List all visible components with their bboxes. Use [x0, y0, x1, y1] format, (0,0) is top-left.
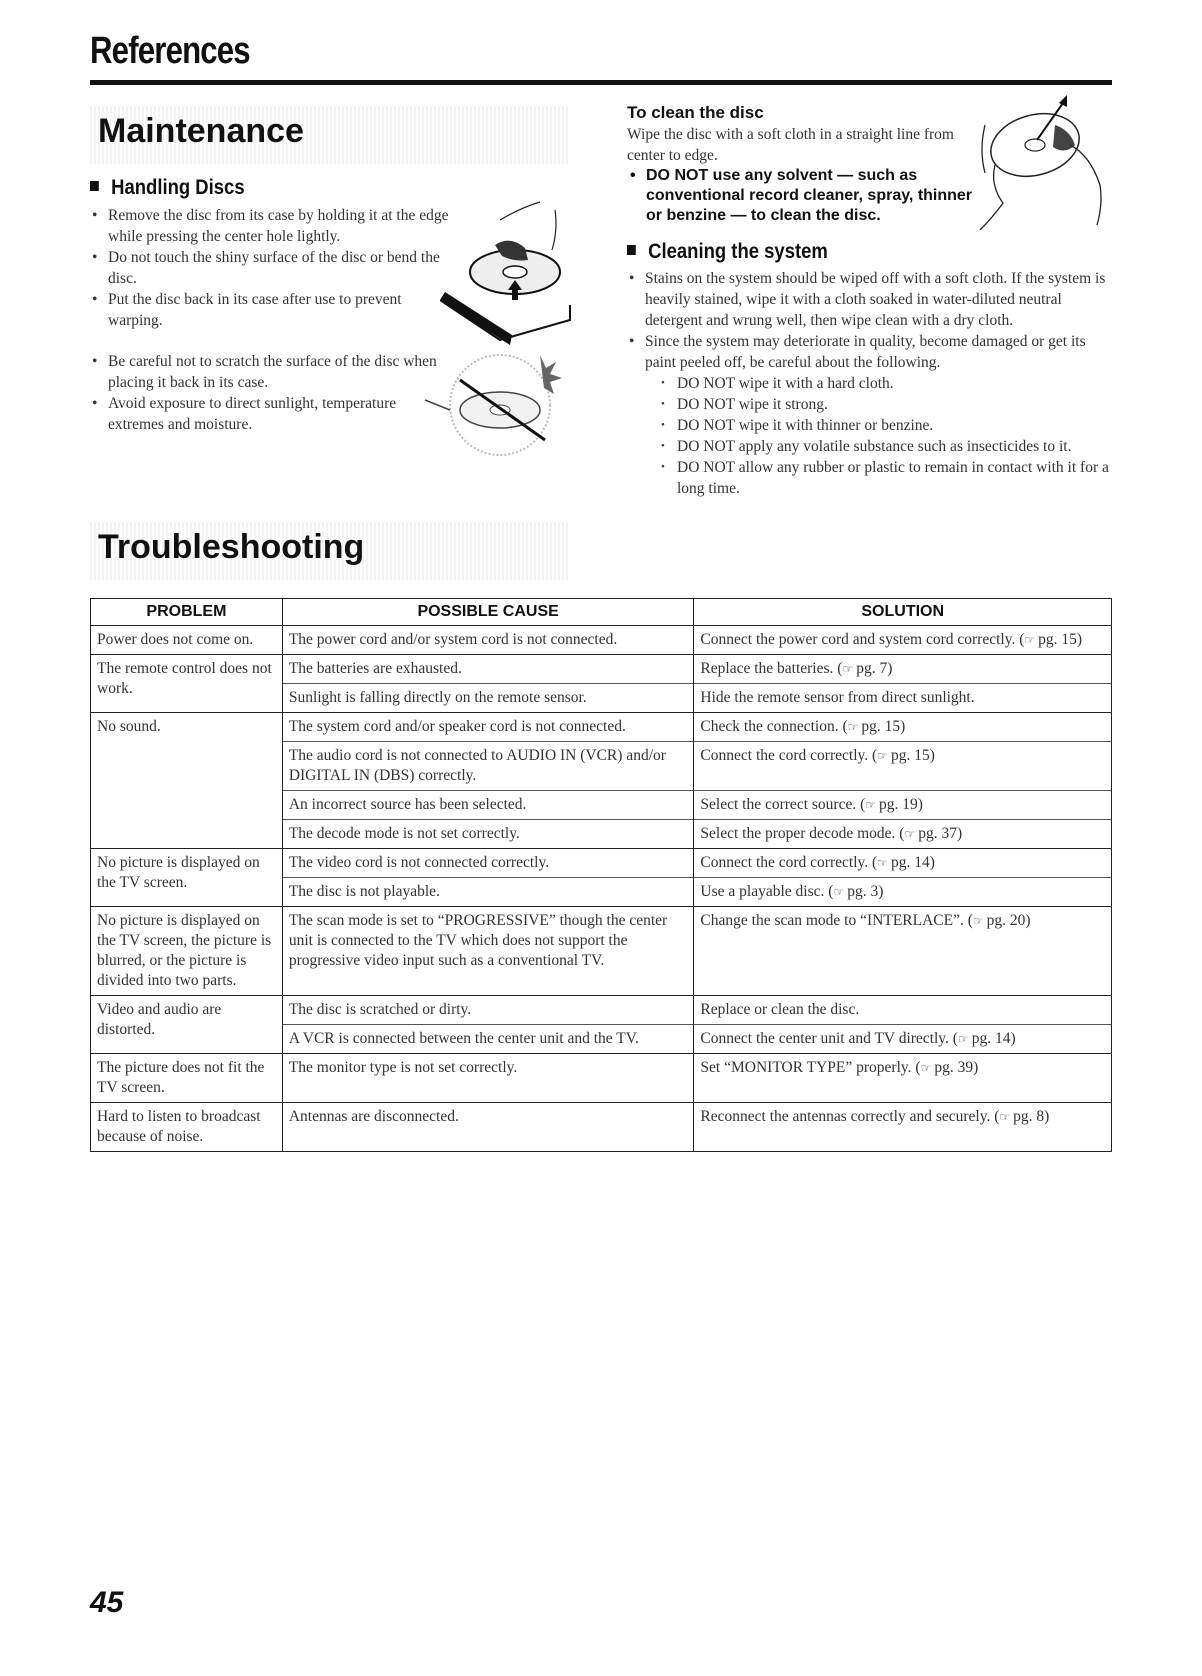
header-problem: PROBLEM [91, 599, 283, 626]
clean-disc-heading: To clean the disc [627, 103, 764, 122]
page-ref: pg. 15 [890, 747, 930, 764]
handling-list-a [92, 205, 452, 331]
list-item: • Be careful not to scratch the surface of the disc when placing it back in its case. [92, 351, 442, 393]
problem-cell: No picture is displayed on the TV screen, the picture is blurred, or the picture is divided into two parts. [91, 907, 283, 996]
page-ref: pg. 39 [934, 1059, 974, 1076]
page-ref-icon: ☞ [972, 914, 987, 928]
problem-cell: No picture is displayed on the TV screen. [91, 849, 283, 907]
solution-text: Select the correct source. [700, 796, 857, 813]
page-ref: pg. 14 [890, 854, 930, 871]
page-ref: pg. 15 [861, 718, 901, 735]
problem-cell: Hard to listen to broadcast because of noise. [91, 1103, 283, 1152]
cause-cell: Sunlight is falling directly on the remote sensor. [282, 684, 694, 713]
sublist-item-text: DO NOT wipe it strong. [677, 396, 828, 413]
page-ref-icon: ☞ [957, 1032, 972, 1046]
handling-list-b [92, 351, 442, 435]
solution-text: Connect the cord correctly. [700, 854, 869, 871]
sublist-item-text: DO NOT wipe it with a hard cloth. [677, 375, 894, 392]
page-ref-icon: ☞ [842, 662, 857, 676]
solution-text: Connect the cord correctly. [700, 747, 869, 764]
cause-cell: The power cord and/or system cord is not connected. [282, 626, 694, 655]
page-number: 45 [90, 1586, 124, 1619]
sublist-item [661, 415, 1112, 436]
table-row [91, 1054, 1112, 1103]
solution-cell: Check the connection. (☞ pg. 15) [694, 713, 1112, 742]
page-ref-icon: ☞ [904, 827, 919, 841]
solution-text: Use a playable disc. [700, 883, 825, 900]
solution-cell: Connect the center unit and TV directly. (☞ pg. 14) [694, 1025, 1112, 1054]
page-ref: pg. 3 [847, 883, 879, 900]
square-bullet-icon [90, 181, 99, 191]
list-item [629, 331, 1112, 499]
troubleshooting-table [90, 598, 1112, 1152]
solution-cell: Use a playable disc. (☞ pg. 3) [694, 878, 1112, 907]
cause-cell: The batteries are exhausted. [282, 655, 694, 684]
cause-cell: The monitor type is not set correctly. [282, 1054, 694, 1103]
table-row [91, 626, 1112, 655]
maintenance-title: Maintenance [98, 112, 304, 150]
maintenance-banner [90, 106, 570, 164]
solution-cell [694, 996, 1112, 1025]
cause-cell: The decode mode is not set correctly. [282, 820, 694, 849]
cause-cell: A VCR is connected between the center unit and the TV. [282, 1025, 694, 1054]
table-row [91, 996, 1112, 1025]
wipe-disc-illustration [975, 85, 1115, 230]
header-solution: SOLUTION [694, 599, 1112, 626]
clean-disc-warning-text: DO NOT use any solvent — such as conventional record cleaner, spray, thinner or benzine — to clean the disc. [646, 167, 973, 224]
problem-cell: Power does not come on. [91, 626, 283, 655]
problem-cell: No sound. [91, 713, 283, 849]
solution-text: Reconnect the antennas correctly and securely. [700, 1108, 991, 1125]
list-item-text: Since the system may deteriorate in quality, become damaged or get its paint peeled off, be careful about the following. [645, 333, 1086, 371]
solution-cell [694, 684, 1112, 713]
sublist-item-text: DO NOT allow any rubber or plastic to remain in contact with it for a long time. [677, 459, 1109, 497]
cause-cell: The audio cord is not connected to AUDIO IN (VCR) and/or DIGITAL IN (DBS) correctly. [282, 742, 694, 791]
list-item: • Do not touch the shiny surface of the disc or bend the disc. [92, 247, 452, 289]
page-ref-icon: ☞ [1024, 633, 1039, 647]
cleaning-system-label: Cleaning the system [648, 240, 828, 263]
sublist-item [661, 373, 1112, 394]
sublist-item [661, 394, 1112, 415]
cleaning-system-heading [627, 240, 828, 264]
header-cause: POSSIBLE CAUSE [282, 599, 694, 626]
cause-cell: The system cord and/or speaker cord is not connected. [282, 713, 694, 742]
solution-text: Change the scan mode to “INTERLACE”. [700, 912, 964, 929]
page-ref: pg. 7 [856, 660, 888, 677]
solution-cell: Change the scan mode to “INTERLACE”. (☞ pg. 20) [694, 907, 1112, 996]
solution-text: Check the connection. [700, 718, 839, 735]
square-bullet-icon [627, 245, 636, 255]
table-row [91, 713, 1112, 742]
table-row [91, 907, 1112, 996]
troubleshooting-title: Troubleshooting [98, 528, 365, 566]
solution-cell: Set “MONITOR TYPE” properly. (☞ pg. 39) [694, 1054, 1112, 1103]
solution-cell: Reconnect the antennas correctly and securely. (☞ pg. 8) [694, 1103, 1112, 1152]
list-item: • Put the disc back in its case after use to prevent warping. [92, 289, 452, 331]
list-item: • Avoid exposure to direct sunlight, temperature extremes and moisture. [92, 393, 442, 435]
sublist-item-text: DO NOT apply any volatile substance such as insecticides to it. [677, 438, 1072, 455]
list-item: • Remove the disc from its case by holding it at the edge while pressing the center hole lightly. [92, 205, 452, 247]
page-ref-icon: ☞ [833, 885, 848, 899]
solution-cell: Connect the cord correctly. (☞ pg. 15) [694, 742, 1112, 791]
page-ref-icon: ☞ [877, 749, 891, 763]
page-ref-icon: ☞ [865, 798, 880, 812]
solution-cell: Replace the batteries. (☞ pg. 7) [694, 655, 1112, 684]
page-ref: pg. 19 [879, 796, 918, 813]
page-ref: pg. 8 [1013, 1108, 1045, 1125]
page-ref: pg. 15 [1038, 631, 1077, 648]
solution-cell: Select the proper decode mode. (☞ pg. 37) [694, 820, 1112, 849]
solution-text: Connect the center unit and TV directly. [700, 1030, 949, 1047]
solution-cell: Connect the cord correctly. (☞ pg. 14) [694, 849, 1112, 878]
page-ref-icon: ☞ [920, 1061, 935, 1075]
cause-cell: An incorrect source has been selected. [282, 791, 694, 820]
solution-text: Hide the remote sensor from direct sunlight. [700, 689, 975, 706]
cause-cell: The video cord is not connected correctly. [282, 849, 694, 878]
solution-text: Replace the batteries. [700, 660, 834, 677]
table-row [91, 1103, 1112, 1152]
table-row [91, 849, 1112, 878]
problem-cell: The picture does not fit the TV screen. [91, 1054, 283, 1103]
sublist-item [661, 457, 1112, 499]
troubleshooting-body [91, 626, 1112, 1152]
cleaning-system-sublist [645, 373, 1112, 499]
page-ref: pg. 37 [918, 825, 957, 842]
clean-disc-text: Wipe the disc with a soft cloth in a straight line from center to edge. [627, 126, 954, 164]
solution-text: Set “MONITOR TYPE” properly. [700, 1059, 912, 1076]
cause-cell: Antennas are disconnected. [282, 1103, 694, 1152]
cause-cell: The scan mode is set to “PROGRESSIVE” though the center unit is connected to the TV which does not support the progressive video input such as a conventional TV. [282, 907, 694, 996]
problem-cell: Video and audio are distorted. [91, 996, 283, 1054]
list-item: • Stains on the system should be wiped off with a soft cloth. If the system is heavily stained, wipe it with a cloth soaked in water-diluted neutral detergent and wrung well, then wipe clean with a dry cloth. [629, 268, 1112, 331]
solution-cell: Select the correct source. (☞ pg. 19) [694, 791, 1112, 820]
solution-text: Connect the power cord and system cord correctly. [700, 631, 1016, 648]
page-ref: pg. 14 [971, 1030, 1011, 1047]
page-ref: pg. 20 [986, 912, 1026, 929]
cause-cell: The disc is not playable. [282, 878, 694, 907]
clean-disc-warning [630, 166, 986, 226]
handling-discs-label: Handling Discs [111, 176, 245, 199]
solution-text: Select the proper decode mode. [700, 825, 896, 842]
table-header-row [91, 599, 1112, 626]
page-ref-icon: ☞ [999, 1110, 1014, 1124]
solution-cell: Connect the power cord and system cord correctly. (☞ pg. 15) [694, 626, 1112, 655]
sublist-item-text: DO NOT wipe it with thinner or benzine. [677, 417, 934, 434]
bullet-icon: • [630, 167, 636, 184]
title-rule [90, 80, 1112, 85]
disc-case-illustration [440, 200, 580, 360]
problem-cell: The remote control does not work. [91, 655, 283, 713]
page-ref-icon: ☞ [847, 720, 862, 734]
page-ref-icon: ☞ [877, 856, 891, 870]
solution-text: Replace or clean the disc. [700, 1001, 860, 1018]
table-row [91, 655, 1112, 684]
page-title: References [90, 30, 250, 72]
cleaning-system-list [629, 268, 1112, 499]
sublist-item [661, 436, 1112, 457]
no-sunlight-illustration [420, 350, 570, 460]
cause-cell: The disc is scratched or dirty. [282, 996, 694, 1025]
handling-discs-heading [90, 176, 245, 200]
troubleshooting-banner [90, 522, 570, 580]
